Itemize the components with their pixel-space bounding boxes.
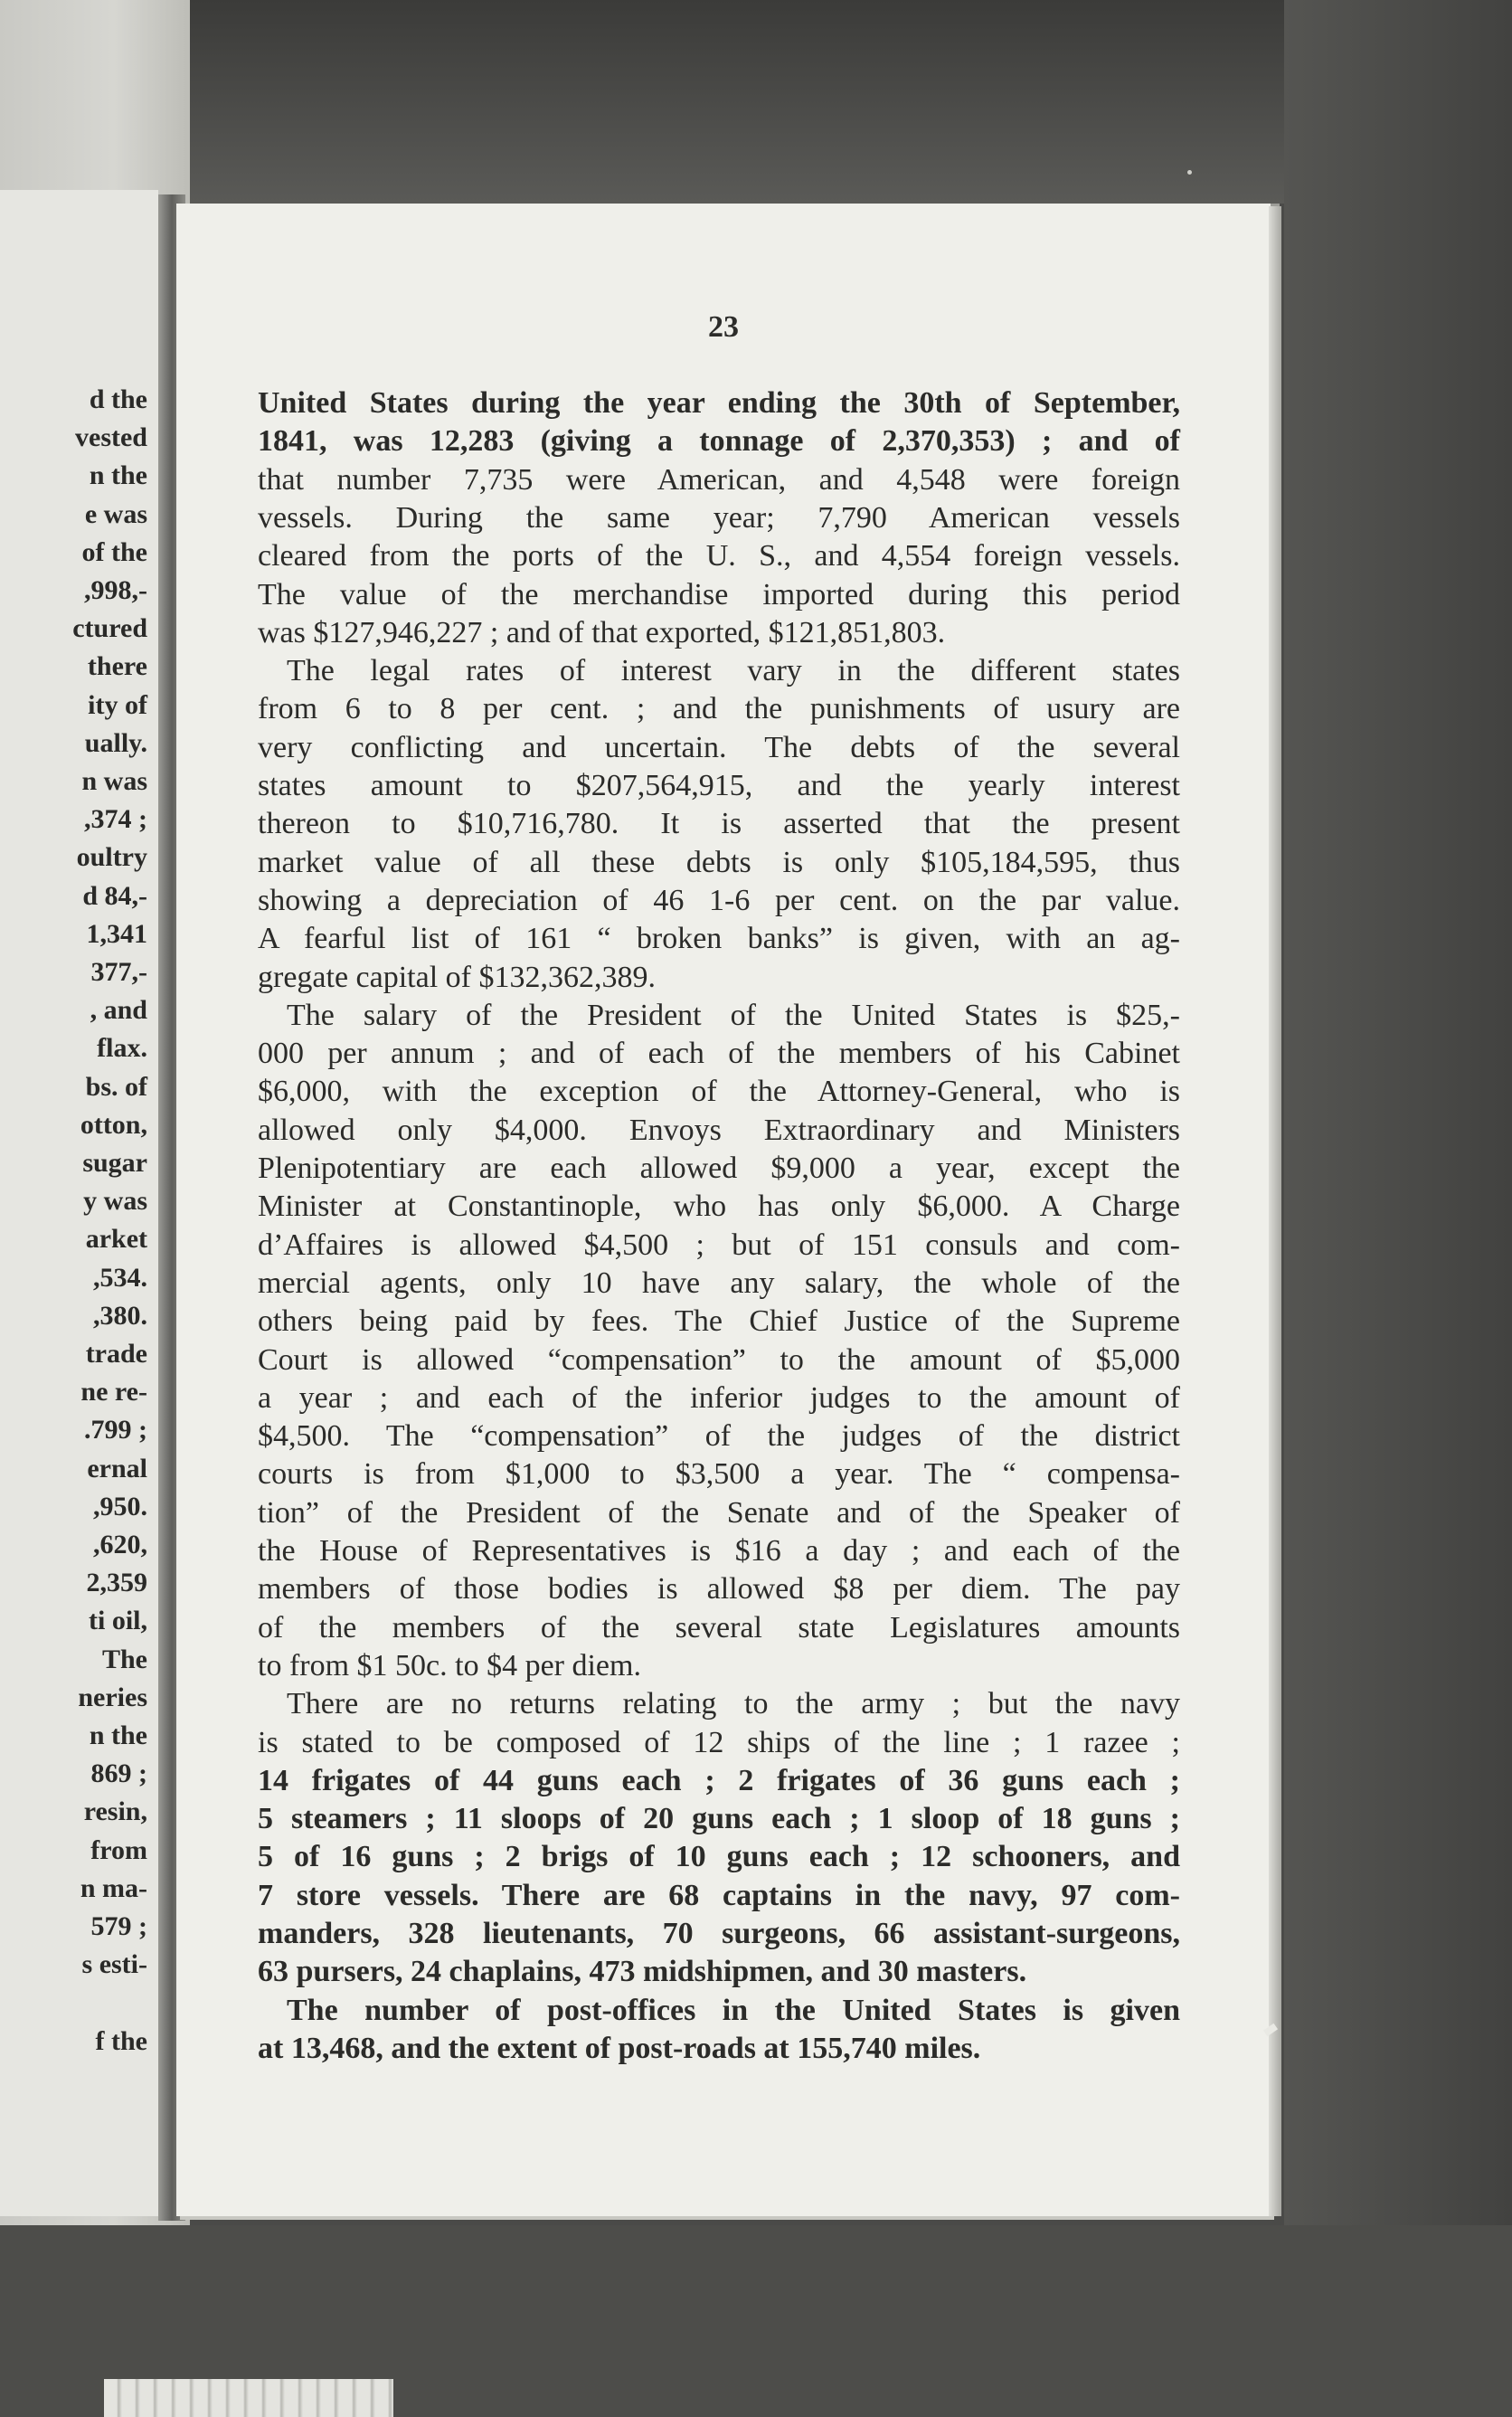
text-line: Minister at Constantinople, who has only $6,000. A Charge [258,1190,1180,1224]
left-page-text-fragment: ctured [72,613,147,644]
text-line: tion” of the President of the Senate and of the Speaker of [258,1495,1180,1530]
left-page-text-fragment: n the [89,1720,147,1750]
left-page-text-fragment: e was [84,498,147,529]
text-line: was $127,946,227 ; and of that exported, $121,851,803. [258,615,946,649]
scan-speck [1187,170,1192,175]
left-page-text-fragment: bs. of [85,1071,147,1102]
text-line: 1841, was 12,283 (giving a tonnage of 2,370,353) ; and of [258,424,1180,459]
text-line: states amount to $207,564,915, and the yearly interest [258,769,1180,802]
text-line: vessels. During the same year; 7,790 American vessels [258,500,1180,535]
left-page-text-fragment: s esti- [81,1949,147,1980]
text-line: members of those bodies is allowed $8 per diem. The pay [258,1572,1180,1607]
left-page-text-fragment: ,998,- [84,575,147,605]
text-line: 63 pursers, 24 chaplains, 473 midshipmen, and 30 masters. [258,1955,1027,1989]
left-page-text-fragment: ,950. [93,1491,147,1521]
left-page-text-fragment: ,374 ; [84,804,147,835]
left-page-text-fragment: 1,341 [86,918,147,949]
text-line: cleared from the ports of the U. S., and 4,554 foreign vessels. [258,539,1180,573]
left-page-text-fragment: d 84,- [82,880,147,911]
left-page-text-fragment: ,620, [93,1530,147,1559]
left-page-text-fragment: from [90,1834,147,1865]
page-edge [1269,206,1281,2216]
text-line: 5 steamers ; 11 sloops of 20 guns each ; 1 sloop of 18 guns ; [258,1802,1180,1836]
text-line: showing a depreciation of 46 1-6 per cent. on the par value. [258,883,1180,917]
left-page-text-fragment: ti oil, [89,1606,147,1636]
left-page-text-fragment: f the [95,2025,147,2056]
text-line: a year ; and each of the inferior judges to the amount of [258,1380,1180,1415]
left-page-text-fragment: ,380. [93,1300,147,1331]
text-line: The value of the merchandise imported during this period [258,577,1180,611]
left-page-text-fragment: n the [89,460,147,491]
left-page-text-fragment: flax. [97,1033,147,1064]
text-line: others being paid by fees. The Chief Justice of the Supreme [258,1304,1180,1339]
left-page-text-fragment: The [101,1644,147,1674]
text-line: that number 7,735 were American, and 4,548 were foreign [258,462,1180,497]
left-page-text-fragment: 869 ; [90,1758,147,1789]
left-page-text-fragment: sugar [82,1148,147,1178]
text-line: market value of all these debts is only $105,184,595, thus [258,845,1180,879]
text-line: A fearful list of 161 “ broken banks” is given, with an ag- [258,922,1180,956]
text-line: at 13,468, and the extent of post-roads at 155,740 miles. [258,2031,981,2065]
text-line: 5 of 16 guns ; 2 brigs of 10 guns each ; 12 schooners, and [258,1840,1180,1874]
left-page-text-fragment: 579 ; [90,1911,147,1941]
left-facing-page [0,190,158,2216]
left-page-text-fragment: d the [89,384,147,414]
left-page-text-fragment: ,534. [93,1262,147,1293]
text-line: 14 frigates of 44 guns each ; 2 frigates of 36 guns each ; [258,1763,1180,1797]
text-line: mercial agents, only 10 have any salary, the whole of the [258,1265,1180,1300]
text-line: Plenipotentiary are each allowed $9,000 a year, except the [258,1152,1180,1185]
left-page-text-fragment: n ma- [80,1872,147,1903]
left-page-text-fragment: ually. [84,727,147,758]
text-line: gregate capital of $132,362,389. [258,960,656,994]
left-page-text-fragment: vested [75,422,147,453]
text-line: $6,000, with the exception of the Attorney-General, who is [258,1075,1180,1109]
left-page-text-fragment: .799 ; [84,1415,147,1445]
left-page-text-fragment: otton, [80,1109,147,1140]
left-page-text-fragment: , and [90,995,147,1026]
scan-background-right [1284,0,1512,2417]
left-page-text-fragment: trade [85,1339,147,1369]
next-page-edge [104,2379,393,2417]
book-page [176,204,1271,2216]
text-line: The number of post-offices in the United States is given [287,1993,1180,2027]
left-page-text-fragment: ity of [88,689,147,720]
text-line: United States during the year ending the 30th of September, [258,386,1180,420]
text-line: d’Affaires is allowed $4,500 ; but of 151 consuls and com- [258,1227,1180,1262]
text-line: The salary of the President of the United States is $25,- [287,998,1180,1032]
text-line: Court is allowed “compensation” to the amount of $5,000 [258,1342,1180,1377]
text-line: courts is from $1,000 to $3,500 a year. The “ compensa- [258,1457,1180,1492]
text-line: thereon to $10,716,780. It is asserted that the present [258,807,1180,841]
left-page-text-fragment: resin, [83,1796,147,1827]
page-number: 23 [708,310,739,344]
text-line: of the members of the several state Legislatures amounts [258,1610,1180,1645]
text-line: There are no returns relating to the army ; but the navy [287,1687,1180,1721]
left-page-text-fragment: 2,359 [86,1568,147,1598]
text-line: 7 store vessels. There are 68 captains in the navy, 97 com- [258,1878,1180,1912]
text-line: to from $1 50c. to $4 per diem. [258,1648,641,1682]
left-page-text-fragment: ernal [87,1453,147,1483]
left-page-text-fragment: ne re- [80,1377,147,1408]
left-page-text-fragment: oultry [76,842,147,873]
text-line: allowed only $4,000. Envoys Extraordinary and Ministers [258,1113,1180,1147]
left-page-text-fragment: of the [81,536,147,567]
left-page-text-fragment: arket [85,1224,147,1255]
text-line: is stated to be composed of 12 ships of the line ; 1 razee ; [258,1725,1180,1759]
left-page-text-fragment: neries [78,1682,147,1712]
text-line: very conflicting and uncertain. The debts of the several [258,730,1180,764]
text-line: $4,500. The “compensation” of the judges of the district [258,1419,1180,1454]
left-page-text-fragment: y was [83,1186,147,1217]
left-page-text-fragment: n was [81,766,147,796]
text-line: manders, 328 lieutenants, 70 surgeons, 66 assistant-surgeons, [258,1917,1180,1950]
text-line: 000 per annum ; and of each of the members of his Cabinet [258,1037,1180,1071]
left-page-text-fragment: 377,- [90,957,147,987]
left-page-text-fragment: there [87,651,147,682]
text-line: The legal rates of interest vary in the different states [287,654,1180,688]
text-line: the House of Representatives is $16 a day ; and each of the [258,1534,1180,1568]
text-line: from 6 to 8 per cent. ; and the punishments of usury are [258,692,1180,726]
